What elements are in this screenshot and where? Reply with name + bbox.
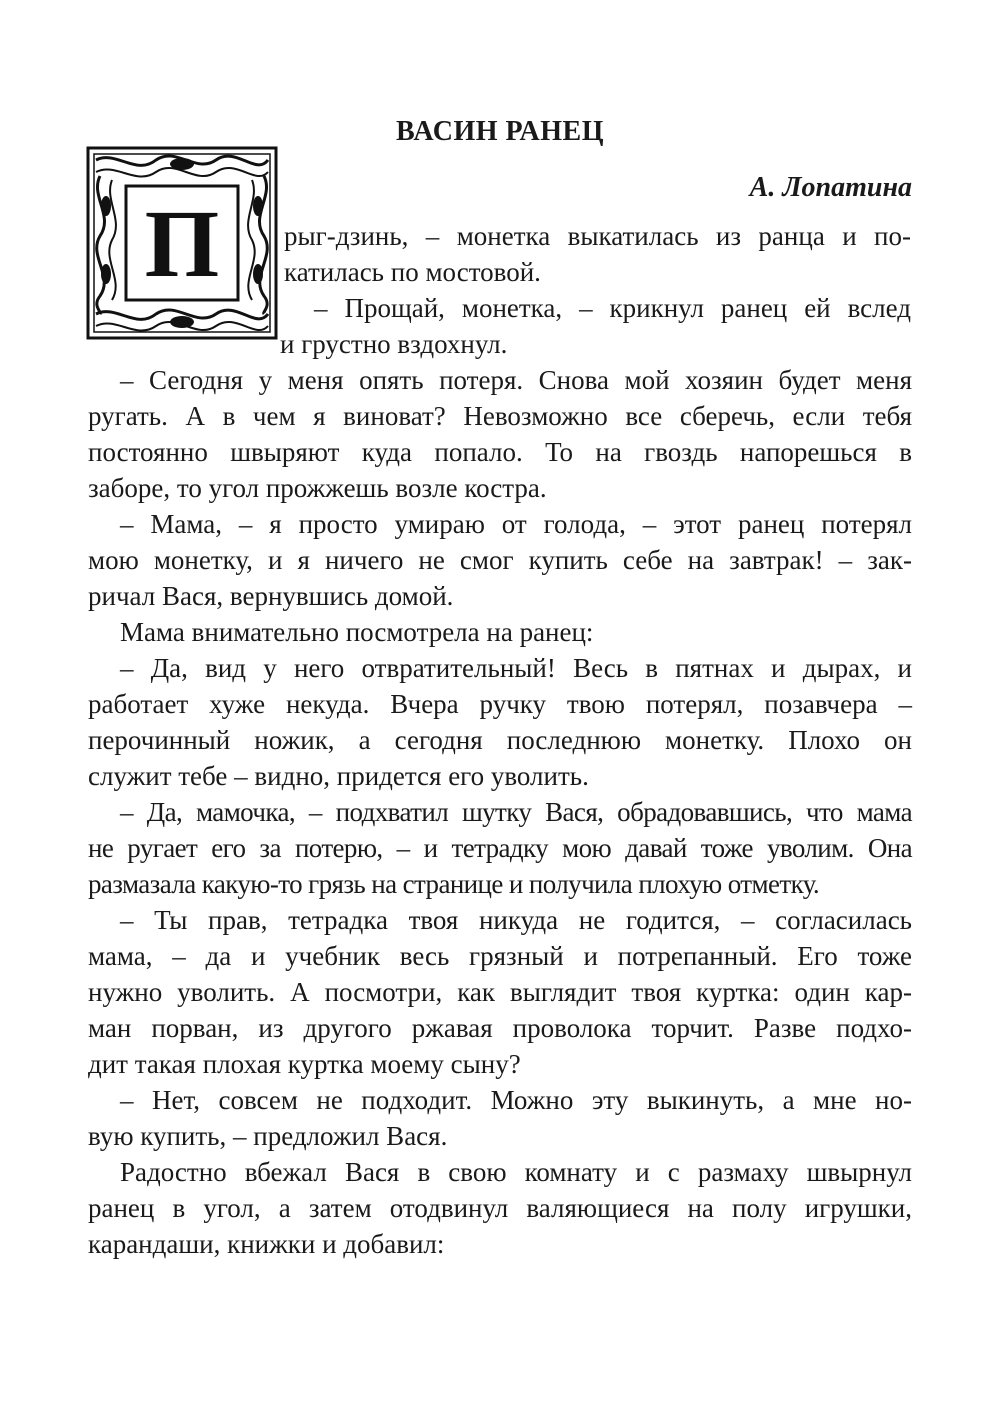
text-line: ругать. А в чем я виноват? Невозможно все сберечь, если тебя <box>88 401 912 431</box>
text-line: Радостно вбежал Вася в свою комнату и с размаху швырнул <box>120 1157 912 1187</box>
author-name: А. Лопатина <box>749 172 912 203</box>
text-line: размазала какую-то грязь на странице и получила плохую отметку. <box>88 869 820 899</box>
text-line: служит тебе – видно, придется его уволить. <box>88 761 589 791</box>
text-line: вую купить, – предложил Вася. <box>88 1121 448 1151</box>
ornamental-initial <box>86 146 278 340</box>
text-line: – Мама, – я просто умираю от голода, – этот ранец потерял <box>120 509 912 539</box>
text-line: нужно уволить. А посмотри, как выглядит твоя куртка: один кар- <box>88 977 912 1007</box>
text-line: Мама внимательно посмотрела на ранец: <box>120 617 594 647</box>
text-line: не ругает его за потерю, – и тетрадку мою давай тоже уволим. Она <box>88 833 912 863</box>
text-line: заборе, то угол прожжешь возле костра. <box>88 473 547 503</box>
text-line: мою монетку, и я ничего не смог купить себе на завтрак! – зак- <box>88 545 912 575</box>
text-line: мама, – да и учебник весь грязный и потрепанный. Его тоже <box>88 941 912 971</box>
text-line: ман порван, из другого ржавая проволока торчит. Разве подхо- <box>88 1013 912 1043</box>
text-line: карандаши, книжки и добавил: <box>88 1229 445 1259</box>
text-line: рыг-дзинь, – монетка выкатилась из ранца и по- <box>284 221 911 251</box>
text-line: ричал Вася, вернувшись домой. <box>88 581 454 611</box>
text-line: – Прощай, монетка, – крикнул ранец ей вслед <box>314 293 911 323</box>
text-line: постоянно швыряют куда попало. То на гвоздь напорешься в <box>88 437 912 467</box>
text-line: ранец в угол, а затем отодвинул валяющиеся на полу игрушки, <box>88 1193 912 1223</box>
text-line: дит такая плохая куртка моему сыну? <box>88 1049 521 1079</box>
text-line: работает хуже некуда. Вчера ручку твою потерял, позавчера – <box>88 689 912 719</box>
story-title: ВАСИН РАНЕЦ <box>396 116 604 147</box>
drop-cap-letter: П <box>144 190 220 297</box>
text-line: – Нет, совсем не подходит. Можно эту выкинуть, а мне но- <box>120 1085 912 1115</box>
text-line: перочинный ножик, а сегодня последнюю монетку. Плохо он <box>88 725 912 755</box>
text-line: катилась по мостовой. <box>284 257 541 287</box>
text-line: – Сегодня у меня опять потеря. Снова мой хозяин будет меня <box>120 365 912 395</box>
text-line: – Да, вид у него отвратительный! Весь в пятнах и дырах, и <box>120 653 912 683</box>
text-line: – Да, мамочка, – подхватил шутку Вася, обрадовавшись, что мама <box>120 797 912 827</box>
text-line: и грустно вздохнул. <box>280 329 508 359</box>
text-line: – Ты прав, тетрадка твоя никуда не годится, – согласилась <box>120 905 912 935</box>
